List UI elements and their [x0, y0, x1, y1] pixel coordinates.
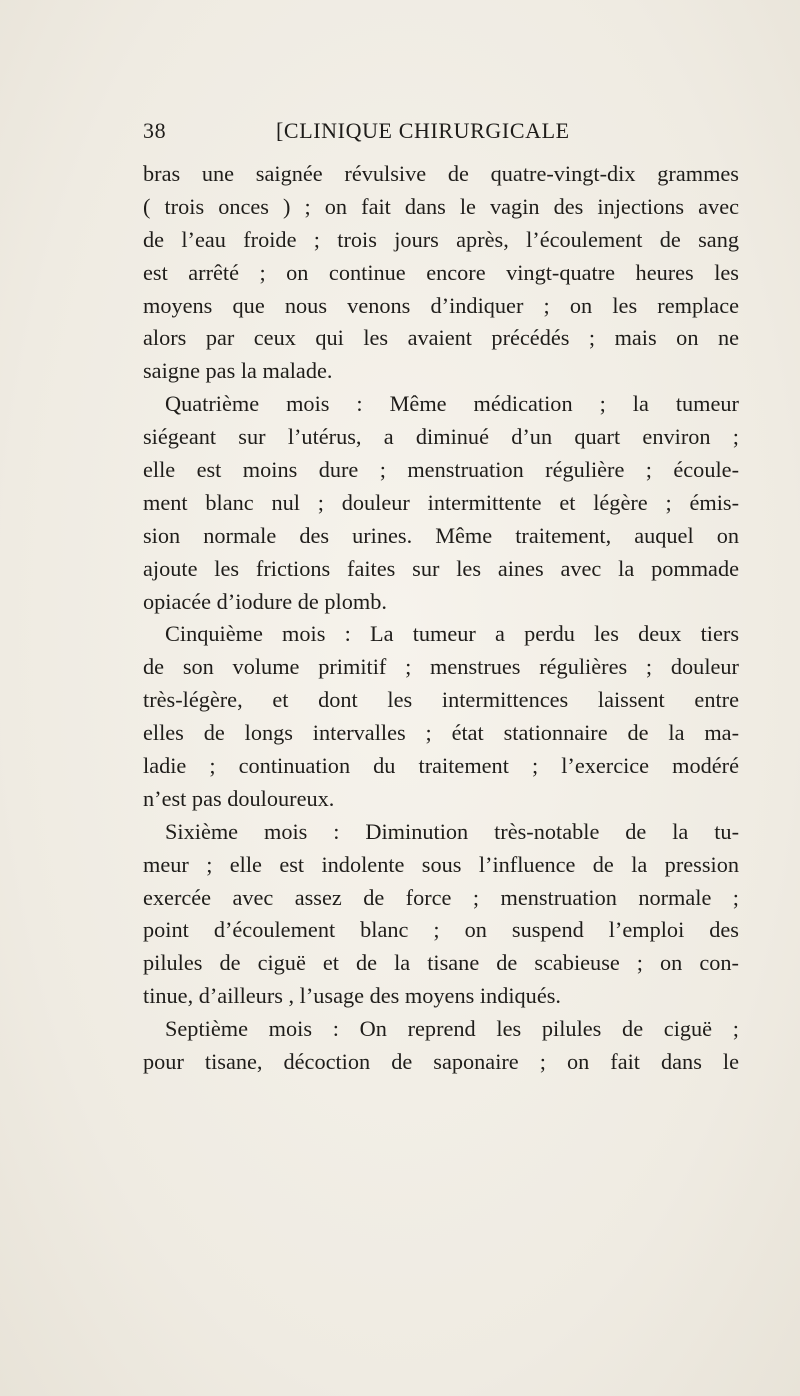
text-line: bras une saignée révulsive de quatre-vingt-dix grammes — [143, 161, 739, 186]
text-line: est arrêté ; on continue encore vingt-quatre heures les — [143, 259, 739, 285]
text-line: moyens que nous venons d’indiquer ; on les remplace — [143, 292, 739, 318]
text-line: de l’eau froide ; trois jours après, l’écoulement de sang — [143, 226, 739, 252]
text-line: pour tisane, décoction de saponaire ; on fait dans le — [143, 1049, 739, 1075]
text-line: exercée avec assez de force ; menstruation normale ; — [143, 884, 739, 910]
page-header — [143, 118, 743, 152]
text-line: ment blanc nul ; douleur intermittente et légère ; émis- — [143, 489, 739, 515]
text-line: pilules de ciguë et de la tisane de scabieuse ; on con- — [143, 950, 739, 976]
text-line: point d’écoulement blanc ; on suspend l’emploi des — [143, 917, 739, 943]
text-line: ajoute les frictions faites sur les aines avec la pommade — [143, 555, 739, 581]
text-line: tinue, d’ailleurs , l’usage des moyens indiqués. — [143, 983, 561, 1009]
text-line: saigne pas la malade. — [143, 358, 333, 384]
body-text — [143, 158, 739, 1079]
page-number: 38 — [143, 118, 167, 143]
text-line: elle est moins dure ; menstruation régulière ; écoule- — [143, 457, 739, 483]
text-line: Cinquième mois : La tumeur a perdu les deux tiers — [165, 621, 739, 647]
text-line: Sixième mois : Diminution très-notable de la tu- — [165, 818, 739, 844]
text-line: n’est pas douloureux. — [143, 785, 335, 811]
text-line: meur ; elle est indolente sous l’influence de la pression — [143, 851, 739, 877]
running-title: [CLINIQUE CHIRURGICALE — [276, 118, 570, 143]
text-line: alors par ceux qui les avaient précédés ; mais on ne — [143, 325, 739, 351]
text-line: elles de longs intervalles ; état stationnaire de la ma- — [143, 720, 739, 746]
text-line: Quatrième mois : Même médication ; la tumeur — [165, 391, 739, 417]
text-line: ( trois onces ) ; on fait dans le vagin des injections avec — [143, 193, 739, 219]
text-line: de son volume primitif ; menstrues régulières ; douleur — [143, 654, 739, 680]
text-line: siégeant sur l’utérus, a diminué d’un quart environ ; — [143, 424, 739, 450]
text-line: Septième mois : On reprend les pilules de ciguë ; — [165, 1016, 739, 1042]
text-line: ladie ; continuation du traitement ; l’exercice modéré — [143, 753, 739, 779]
text-line: opiacée d’iodure de plomb. — [143, 588, 387, 614]
text-line: très-légère, et dont les intermittences laissent entre — [143, 687, 739, 713]
text-line: sion normale des urines. Même traitement, auquel on — [143, 522, 739, 548]
